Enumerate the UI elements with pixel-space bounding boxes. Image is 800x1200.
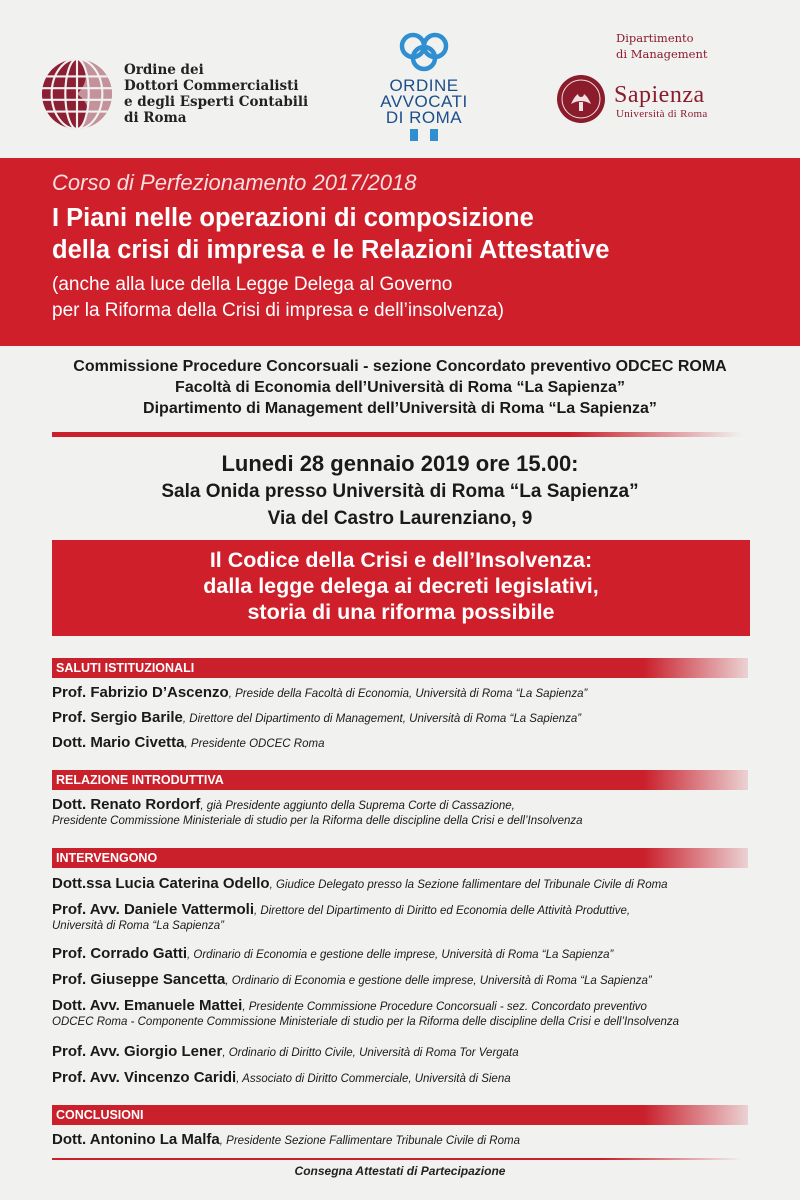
department-name: Dipartimento di Management bbox=[616, 31, 708, 61]
event-details bbox=[0, 450, 800, 532]
speaker-row bbox=[52, 901, 762, 934]
speaker-row bbox=[52, 734, 762, 752]
speaker-name: Prof. Avv. Daniele Vattermoli bbox=[52, 901, 255, 918]
speaker-name: Dott. Mario Civetta bbox=[52, 734, 185, 751]
course-banner bbox=[0, 158, 800, 346]
organizer-line: Facoltà di Economia dell’Università di Roma “La Sapienza” bbox=[175, 379, 625, 396]
odcec-name: Ordine dei Dottori Commercialisti e degli Esperti Contabili di Roma bbox=[124, 62, 309, 126]
speaker-row bbox=[52, 945, 762, 963]
footer-note: Consegna Attestati di Partecipazione bbox=[294, 1164, 506, 1178]
event-date: Lunedi 28 gennaio 2019 ore 15.00: bbox=[221, 451, 579, 476]
speaker-role: , Ordinario di Diritto Civile, Università di Roma Tor Vergata bbox=[222, 1047, 519, 1059]
logo-header bbox=[0, 0, 800, 158]
speaker-name: Prof. Avv. Giorgio Lener bbox=[52, 1043, 223, 1060]
speaker-role-continued: ODCEC Roma - Componente Commissione Ministeriale di studio per la Riforma delle discipline della Crisi e dell’Insolvenza bbox=[52, 1016, 680, 1028]
speaker-role: , Associato di Diritto Commerciale, Università di Siena bbox=[236, 1073, 511, 1085]
avvocati-line-3: DI ROMA bbox=[385, 108, 463, 127]
speaker-name: Prof. Corrado Gatti bbox=[52, 945, 188, 962]
speaker-role: , Giudice Delegato presso la Sezione fallimentare del Tribunale Civile di Roma bbox=[269, 879, 668, 891]
speaker-row bbox=[52, 709, 762, 727]
knot-icon bbox=[393, 30, 455, 74]
speaker-role: , Ordinario di Economia e gestione delle imprese, Università di Roma “La Sapienza” bbox=[225, 975, 652, 987]
columns-icon bbox=[404, 129, 444, 141]
course-name: Corso di Perfezionamento 2017/2018 bbox=[52, 170, 417, 195]
odcec-logo bbox=[38, 55, 308, 133]
section-header-intervengono: INTERVENGONO bbox=[52, 848, 748, 868]
speaker-name: Dott. Renato Rordorf bbox=[52, 796, 201, 813]
topic-box: Il Codice della Crisi e dell’Insolvenza: dalla legge delega ai decreti legislativi, storia di una riforma possibile bbox=[52, 540, 750, 636]
speaker-role-continued: Presidente Commissione Ministeriale di studio per la Riforma delle discipline della Crisi e dell’Insolvenza bbox=[52, 815, 583, 827]
organizer-line: Commissione Procedure Concorsuali - sezione Concordato preventivo ODCEC ROMA bbox=[73, 358, 727, 375]
speaker-name: Prof. Giuseppe Sancetta bbox=[52, 971, 226, 988]
speaker-name: Dott.ssa Lucia Caterina Odello bbox=[52, 875, 270, 892]
course-subtitle: (anche alla luce della Legge Delega al Governo per la Riforma della Crisi di impresa e dell’insolvenza) bbox=[52, 274, 504, 321]
speaker-name: Dott. Antonino La Malfa bbox=[52, 1131, 220, 1148]
speaker-row bbox=[52, 684, 762, 702]
speaker-role: , già Presidente aggiunto della Suprema Corte di Cassazione, bbox=[200, 800, 515, 812]
avvocati-line-1: ORDINE bbox=[389, 76, 459, 95]
sapienza-seal-icon bbox=[556, 74, 606, 124]
speaker-row bbox=[52, 796, 762, 829]
speaker-role: , Presidente Commissione Procedure Concorsuali - sez. Concordato preventivo bbox=[242, 1001, 647, 1013]
speaker-row bbox=[52, 1069, 762, 1087]
speaker-name: Prof. Sergio Barile bbox=[52, 709, 183, 726]
divider bbox=[52, 432, 742, 437]
speaker-role: , Ordinario di Economia e gestione delle imprese, Università di Roma “La Sapienza” bbox=[187, 949, 614, 961]
speaker-role-continued: Università di Roma “La Sapienza” bbox=[52, 920, 224, 932]
speaker-name: Prof. Fabrizio D’Ascenzo bbox=[52, 684, 229, 701]
divider bbox=[52, 1158, 742, 1160]
course-title: I Piani nelle operazioni di composizione della crisi di impresa e le Relazioni Attestative bbox=[52, 204, 610, 264]
organizer-line: Dipartimento di Management dell’Università di Roma “La Sapienza” bbox=[143, 400, 657, 417]
event-address: Via del Castro Laurenziano, 9 bbox=[267, 508, 533, 529]
speaker-role: , Presidente Sezione Fallimentare Tribunale Civile di Roma bbox=[219, 1135, 520, 1147]
sapienza-subtitle: Università di Roma bbox=[616, 108, 708, 120]
speaker-role: , Preside della Facoltà di Economia, Università di Roma “La Sapienza” bbox=[228, 688, 588, 700]
speaker-row bbox=[52, 971, 762, 989]
speaker-row bbox=[52, 1043, 762, 1061]
speaker-role: , Direttore del Dipartimento di Management, Università di Roma “La Sapienza” bbox=[182, 713, 582, 725]
sapienza-name: Sapienza bbox=[614, 82, 705, 108]
organizers bbox=[0, 356, 800, 419]
speaker-name: Prof. Avv. Vincenzo Caridi bbox=[52, 1069, 237, 1086]
event-venue: Sala Onida presso Università di Roma “La Sapienza” bbox=[161, 481, 639, 502]
section-header-relazione: RELAZIONE INTRODUTTIVA bbox=[52, 770, 748, 790]
speaker-row bbox=[52, 997, 762, 1030]
section-header-conclusioni: CONCLUSIONI bbox=[52, 1105, 748, 1125]
globe-icon bbox=[38, 55, 116, 133]
avvocati-line-2: AVVOCATI bbox=[380, 92, 468, 111]
speaker-row bbox=[52, 875, 762, 893]
speaker-role: , Direttore del Dipartimento di Diritto ed Economia delle Attività Produttive, bbox=[254, 905, 631, 917]
section-header-saluti: SALUTI ISTITUZIONALI bbox=[52, 658, 748, 678]
speaker-name: Dott. Avv. Emanuele Mattei bbox=[52, 997, 243, 1014]
speaker-row bbox=[52, 1131, 762, 1149]
speaker-role: , Presidente ODCEC Roma bbox=[184, 738, 325, 750]
ordine-avvocati-logo bbox=[374, 30, 474, 145]
